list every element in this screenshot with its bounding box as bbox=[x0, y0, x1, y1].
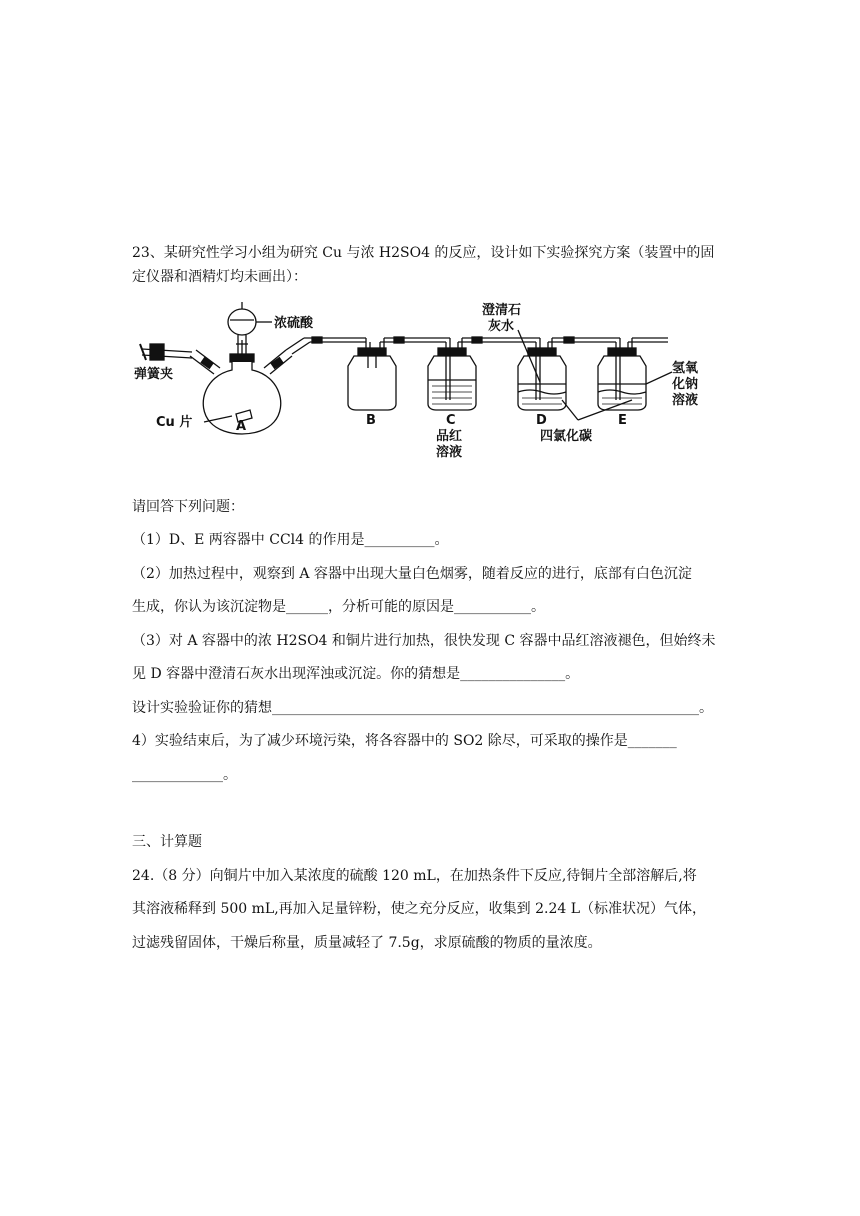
label-lime-water-1: 澄清石 bbox=[482, 303, 522, 318]
question-23-part-2-line-2: 生成，你认为该沉淀物是______，分析可能的原因是___________。 bbox=[132, 599, 545, 615]
question-23-part-3-line-2: 见 D 容器中澄清石灰水出现浑浊或沉淀。你的猜想是_______________。 bbox=[132, 666, 580, 682]
bottle-b bbox=[348, 356, 396, 410]
label-naoh-1: 氢氧 bbox=[672, 361, 699, 376]
question-23-part-1: （1）D、E 两容器中 CCl4 的作用是__________。 bbox=[132, 532, 449, 548]
label-spring-clip: 弹簧夹 bbox=[134, 367, 174, 382]
label-ccl4: 四氯化碳 bbox=[540, 429, 593, 444]
label-c-sub1: 品红 bbox=[436, 429, 463, 444]
label-lime-water-2: 灰水 bbox=[488, 319, 515, 334]
label-c: C bbox=[446, 413, 456, 428]
question-23-prompt: 请回答下列问题： bbox=[132, 499, 244, 515]
section-3-title: 三、计算题 bbox=[132, 834, 202, 850]
label-c-sub2: 溶液 bbox=[436, 445, 463, 460]
question-24-line-2: 其溶液稀释到 500 mL,再加入足量锌粉，使之充分反应，收集到 2.24 L（标准状况）气体， bbox=[132, 901, 707, 917]
question-23-line-1: 23、某研究性学习小组为研究 Cu 与浓 H2SO4 的反应，设计如下实验探究方案（装置中的固 bbox=[132, 245, 715, 261]
label-a: A bbox=[236, 419, 247, 434]
label-cu-piece: Cu 片 bbox=[156, 415, 193, 430]
label-naoh-3: 溶液 bbox=[672, 393, 699, 408]
apparatus-diagram bbox=[132, 296, 722, 466]
bottle-c bbox=[428, 356, 476, 410]
bottle-d bbox=[518, 356, 566, 410]
bottle-e bbox=[598, 356, 646, 410]
question-23-part-4-line-1: 4）实验结束后，为了减少环境污染，将各容器中的 SO2 除尽，可采取的操作是_______ bbox=[132, 733, 677, 749]
question-23-part-2-line-1: （2）加热过程中，观察到 A 容器中出现大量白色烟雾，随着反应的进行，底部有白色沉淀 bbox=[132, 566, 692, 582]
separatory-funnel bbox=[228, 309, 256, 335]
question-24-line-3: 过滤残留固体，干燥后称量，质量减轻了 7.5g，求原硫酸的物质的量浓度。 bbox=[132, 935, 602, 951]
question-23-part-3-line-1: （3）对 A 容器中的浓 H2SO4 和铜片进行加热，很快发现 C 容器中品红溶液褪色，但始终未 bbox=[132, 633, 716, 649]
question-24-line-1: 24.（8 分）向铜片中加入某浓度的硫酸 120 mL，在加热条件下反应,待铜片全部溶解后,将 bbox=[132, 868, 697, 884]
question-23-line-2: 定仪器和酒精灯均未画出）： bbox=[132, 269, 307, 285]
label-d: D bbox=[536, 413, 547, 428]
spring-clip bbox=[150, 344, 164, 360]
label-e: E bbox=[618, 413, 627, 428]
question-23-part-4-line-2: _____________。 bbox=[132, 767, 237, 783]
label-conc-acid: 浓硫酸 bbox=[274, 316, 314, 331]
label-naoh-2: 化钠 bbox=[672, 377, 699, 392]
label-b: B bbox=[366, 413, 376, 428]
question-23-part-3-line-3: 设计实验验证你的猜想_____________________________________________________________。 bbox=[132, 700, 713, 716]
